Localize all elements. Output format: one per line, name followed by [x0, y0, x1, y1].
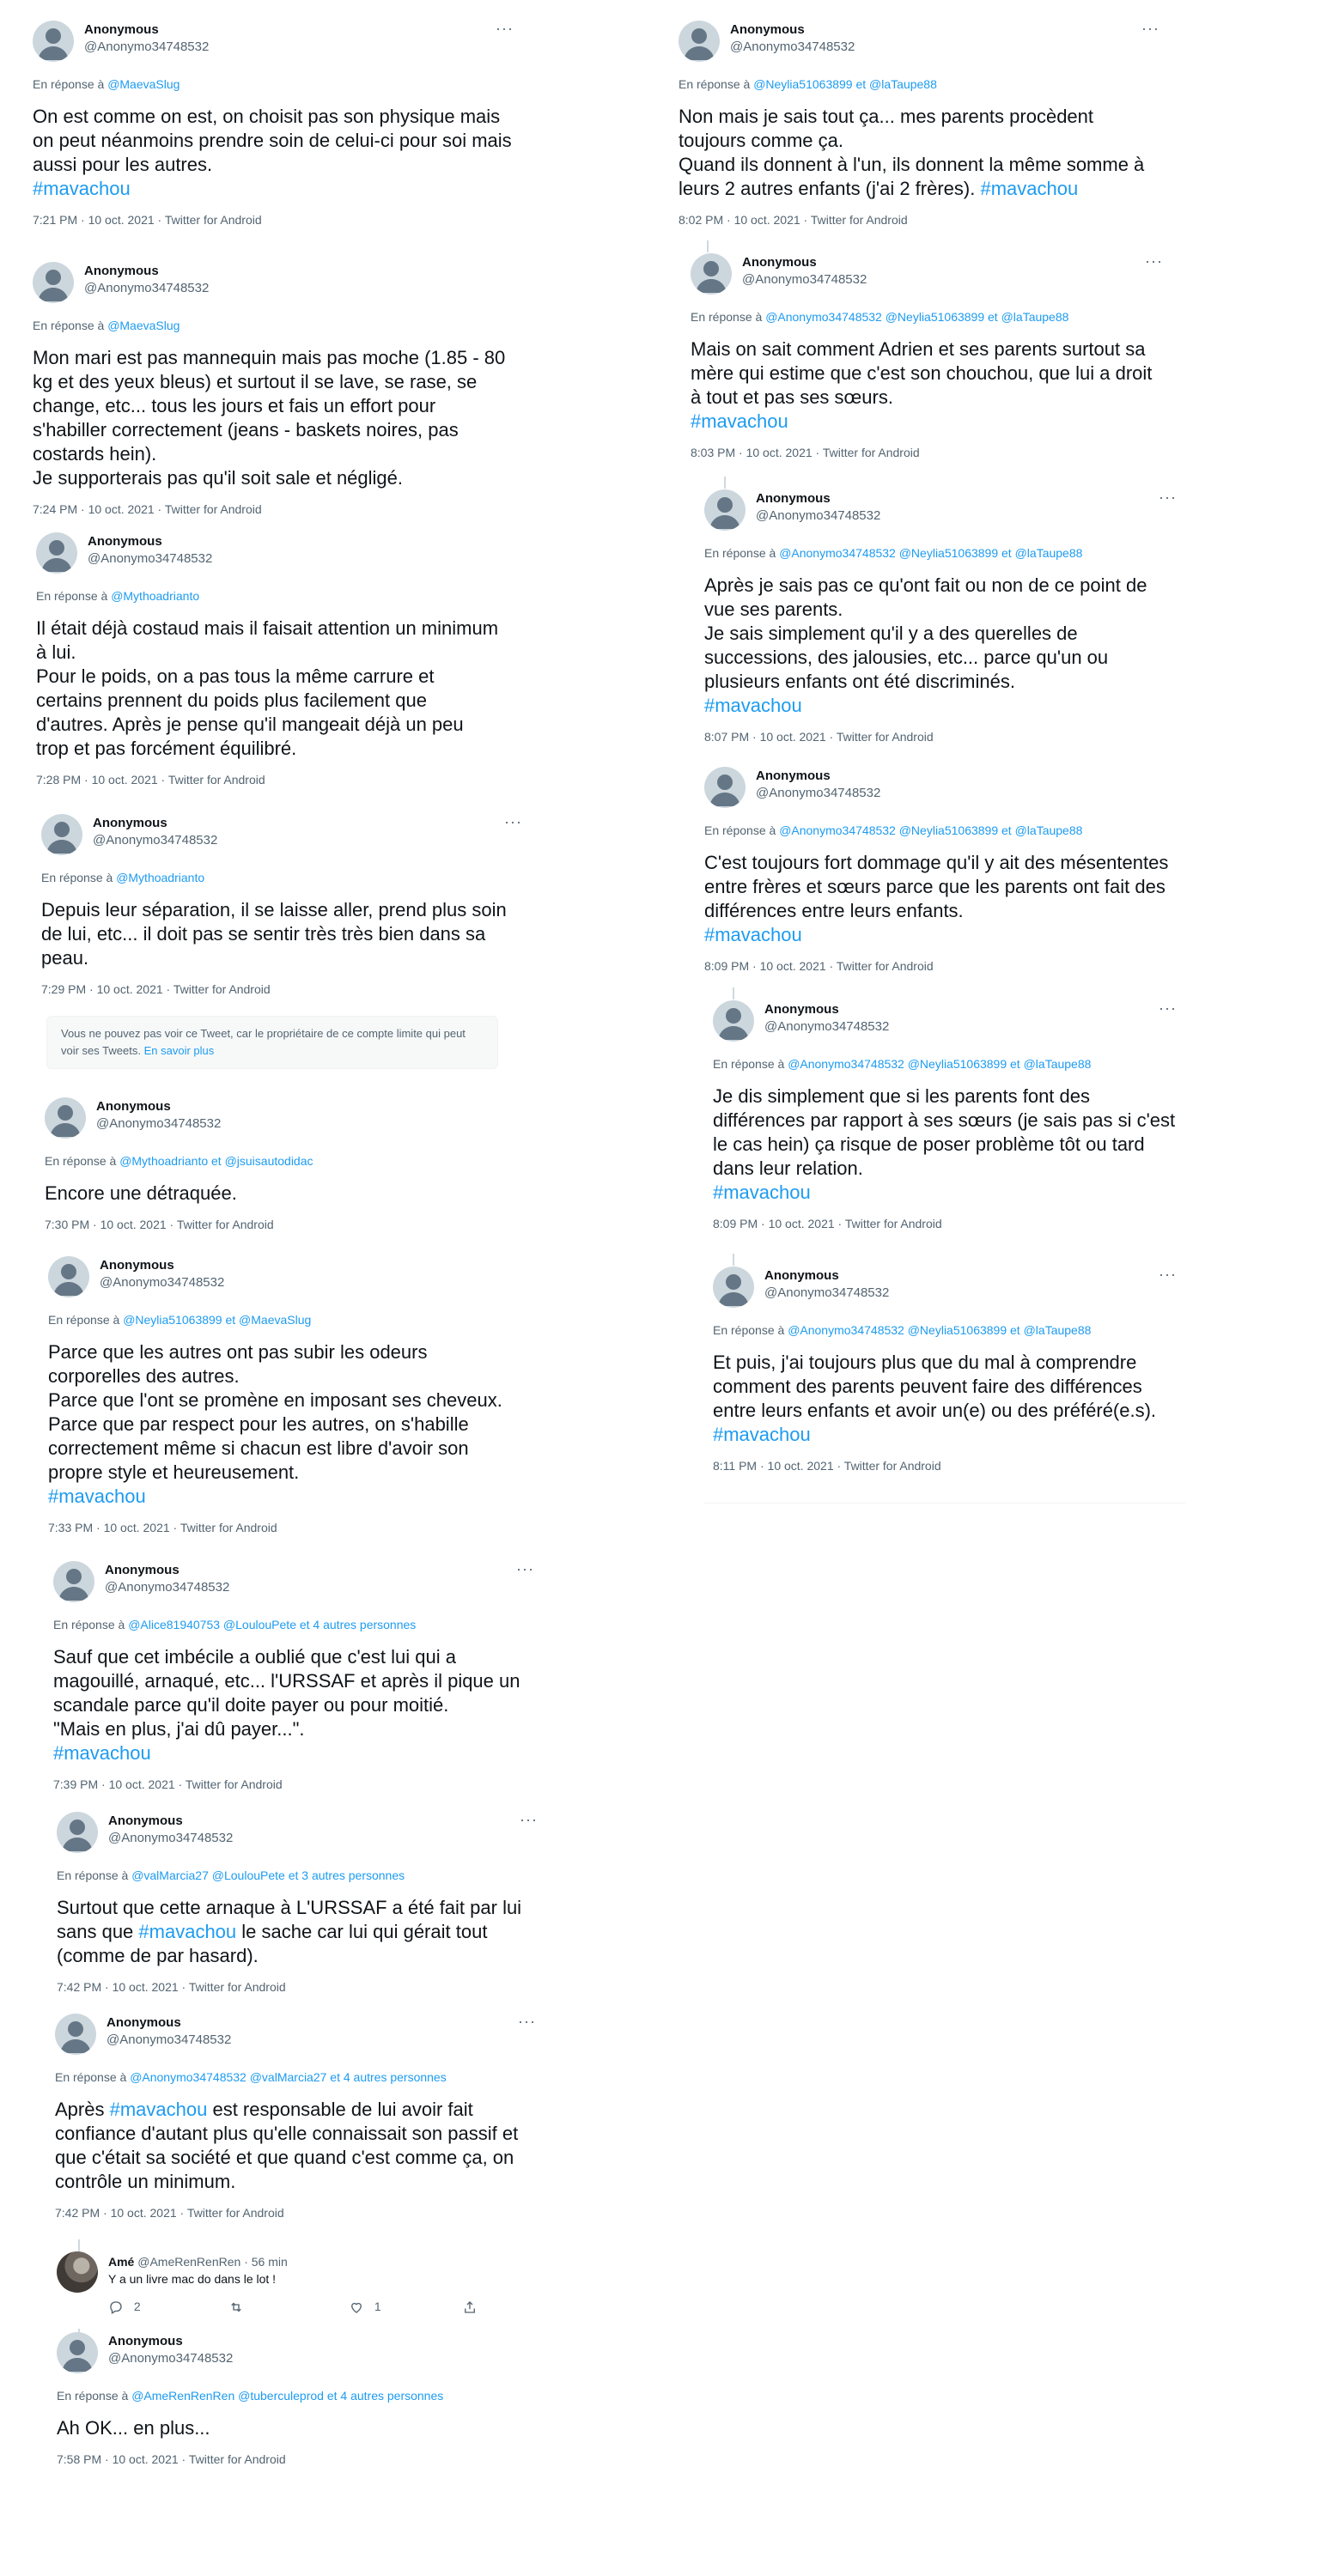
tweet[interactable]: [691, 253, 1163, 459]
tweet[interactable]: [45, 1097, 508, 1231]
like-action[interactable]: [349, 2300, 381, 2315]
share-action[interactable]: [462, 2300, 478, 2318]
tweet-text: Depuis leur séparation, il se laisse aller, prend plus soin de lui, etc... il doit pas se sentir très très bien dans sa peau.: [41, 899, 507, 969]
avatar[interactable]: [33, 262, 74, 303]
hashtag-link[interactable]: #mavachou: [704, 924, 802, 945]
username[interactable]: @Anonymo34748532: [108, 1831, 234, 1845]
like-count: 1: [374, 2300, 381, 2313]
display-name[interactable]: Anonymous: [84, 264, 159, 278]
reply-mentions[interactable]: @Mythoadrianto et @jsuisautodidac: [119, 1154, 313, 1168]
reply-context: En réponse à @AmeRenRenRen @tuberculeprod et 4 autres personnes: [57, 2389, 444, 2403]
reply-mentions[interactable]: @Mythoadrianto: [111, 589, 200, 603]
reply-mentions[interactable]: @Neylia51063899 et @laTaupe88: [753, 77, 937, 91]
retweet-icon: [228, 2300, 244, 2315]
hashtag-link[interactable]: #mavachou: [138, 1921, 237, 1942]
hashtag-link[interactable]: #mavachou: [713, 1424, 811, 1445]
reply-mentions[interactable]: @Anonymo34748532 @valMarcia27 et 4 autres personnes: [130, 2070, 447, 2084]
display-name[interactable]: Anonymous: [756, 491, 831, 506]
tweet-text: On est comme on est, on choisit pas son physique mais on peut néanmoins prendre soin de celui-ci pour soi mais aussi pour les autres. #mavachou: [33, 105, 514, 201]
avatar[interactable]: [36, 532, 77, 574]
username[interactable]: @Anonymo34748532: [105, 1580, 230, 1595]
reply-context: En réponse à @valMarcia27 @LoulouPete et 3 autres personnes: [57, 1868, 405, 1882]
tweet-text: Je dis simplement que si les parents font des différences par rapport à ses sœurs (je sais pas si c'est le cas hein) ça risque de poser problème tôt ou tard dans leur relation. #mavachou: [713, 1085, 1176, 1203]
more-icon[interactable]: ···: [1145, 252, 1163, 270]
more-icon[interactable]: ···: [1159, 1266, 1177, 1283]
more-icon[interactable]: ···: [1159, 999, 1177, 1017]
reply-context: En réponse à @Neylia51063899 et @MaevaSlug: [48, 1313, 312, 1327]
more-icon[interactable]: ···: [518, 2013, 536, 2030]
tweet-timestamp[interactable]: 8:11 PM · 10 oct. 2021 · Twitter for Android: [713, 1459, 941, 1473]
thread-connector: [78, 2239, 80, 2251]
tweet[interactable]: [55, 2014, 536, 2220]
hashtag-link[interactable]: #mavachou: [980, 178, 1079, 199]
reply-context: En réponse à @Anonymo34748532 @Neylia51063899 et @laTaupe88: [704, 823, 1083, 837]
tweet-age: · 56 min: [244, 2255, 288, 2269]
tweet-text: Il était déjà costaud mais il faisait attention un minimum à lui. Pour le poids, on a pas tous la même carrure et certains prennent du poids plus facilement que d'autres. Après je pense qu'il mangeait déjà un peu trop et pas forcément équilibré.: [36, 617, 499, 759]
reply-mentions[interactable]: @Anonymo34748532 @Neylia51063899 et @laTaupe88: [779, 546, 1083, 560]
tweet[interactable]: [679, 21, 1159, 227]
username[interactable]: @Anonymo34748532: [88, 551, 213, 566]
tweet-timestamp[interactable]: 8:09 PM · 10 oct. 2021 · Twitter for Android: [704, 959, 934, 973]
reply-mentions[interactable]: @Neylia51063899 et @MaevaSlug: [123, 1313, 312, 1327]
reply-icon: [108, 2300, 124, 2315]
avatar[interactable]: [713, 1267, 754, 1308]
display-name[interactable]: Anonymous: [107, 2015, 181, 2030]
display-name[interactable]: Anonymous: [96, 1099, 171, 1114]
tweet-timestamp[interactable]: 8:09 PM · 10 oct. 2021 · Twitter for Android: [713, 1217, 942, 1230]
tweet-text: Non mais je sais tout ça... mes parents procèdent toujours comme ça. Quand ils donnent à l'un, ils donnent la même somme à leurs 2 autres enfants (j'ai 2 frères). #mavachou: [679, 106, 1145, 199]
tweet-timestamp[interactable]: 7:30 PM · 10 oct. 2021 · Twitter for Android: [45, 1218, 274, 1231]
thread-connector: [724, 477, 726, 489]
hashtag-link[interactable]: #mavachou: [691, 410, 788, 432]
retweet-action[interactable]: [228, 2300, 244, 2318]
reply-context: En réponse à @Anonymo34748532 @Neylia51063899 et @laTaupe88: [691, 310, 1069, 324]
divider: [704, 1503, 1185, 1504]
display-name[interactable]: Anonymous: [88, 534, 162, 549]
tweet[interactable]: [713, 1267, 1177, 1473]
display-name[interactable]: Anonymous: [108, 1814, 183, 1828]
reply-mentions[interactable]: @MaevaSlug: [107, 77, 180, 91]
username[interactable]: @Anonymo34748532: [756, 508, 881, 523]
reply-mentions[interactable]: @valMarcia27 @LoulouPete et 3 autres personnes: [131, 1868, 405, 1882]
display-name[interactable]: Anonymous: [764, 1268, 839, 1283]
reply-context: En réponse à @Neylia51063899 et @laTaupe88: [679, 77, 937, 91]
avatar[interactable]: [33, 21, 74, 62]
tweet-text: Après #mavachou est responsable de lui avoir fait confiance d'autant plus qu'elle connaissait son passif et que c'était sa société et que quand c'est comme ça, on contrôle un minimum.: [55, 2099, 519, 2192]
tweet[interactable]: [57, 1812, 538, 1994]
tweet-text: C'est toujours fort dommage qu'il y ait des mésententes entre frères et sœurs parce que les parents ont fait des différences entre leurs enfants. #mavachou: [704, 851, 1177, 947]
reply-context: En réponse à @MaevaSlug: [33, 319, 180, 332]
avatar[interactable]: [41, 814, 82, 855]
tweet-timestamp[interactable]: 7:42 PM · 10 oct. 2021 · Twitter for Android: [55, 2206, 284, 2220]
action-bar: [108, 2300, 486, 2320]
display-name[interactable]: Amé: [108, 2255, 135, 2269]
display-name[interactable]: Anonymous: [742, 255, 817, 270]
share-icon: [462, 2300, 478, 2315]
tweet-text: Après je sais pas ce qu'ont fait ou non de ce point de vue ses parents. Je sais simplement qu'il y a des querelles de successions, des jalousies, etc... parce qu'un ou plusieurs enfants ont été discriminés. #mavachou: [704, 574, 1177, 718]
username[interactable]: @Anonymo34748532: [764, 1019, 890, 1034]
tweet-timestamp[interactable]: 7:28 PM · 10 oct. 2021 · Twitter for Android: [36, 773, 265, 787]
display-name[interactable]: Anonymous: [764, 1002, 839, 1017]
more-icon[interactable]: ···: [1159, 489, 1177, 506]
reply-context: En réponse à @Mythoadrianto: [36, 589, 200, 603]
tweet-text: Encore une détraquée.: [45, 1182, 237, 1204]
reply-context: En réponse à @Anonymo34748532 @valMarcia27 et 4 autres personnes: [55, 2070, 447, 2084]
hashtag-link[interactable]: #mavachou: [48, 1485, 146, 1507]
heart-icon: [349, 2300, 364, 2315]
username[interactable]: @Anonymo34748532: [742, 272, 867, 287]
external-reply-tweet[interactable]: [57, 2251, 486, 2329]
reply-context: En réponse à @MaevaSlug: [33, 77, 180, 91]
thread-connector: [733, 1254, 734, 1266]
hashtag-link[interactable]: #mavachou: [713, 1182, 811, 1203]
more-icon[interactable]: ···: [520, 1811, 538, 1828]
tweet[interactable]: [33, 21, 514, 227]
username[interactable]: @Anonymo34748532: [100, 1275, 225, 1290]
tweet-timestamp[interactable]: 7:58 PM · 10 oct. 2021 · Twitter for Android: [57, 2452, 286, 2466]
tweet-timestamp[interactable]: 8:07 PM · 10 oct. 2021 · Twitter for Android: [704, 730, 934, 744]
reply-action[interactable]: [108, 2300, 141, 2315]
reply-mentions[interactable]: @Alice81940753 @LoulouPete et 4 autres personnes: [128, 1618, 417, 1631]
hashtag-link[interactable]: #mavachou: [704, 695, 802, 716]
tweet[interactable]: [36, 532, 500, 787]
avatar[interactable]: [704, 767, 746, 808]
avatar[interactable]: [57, 1812, 98, 1853]
reply-mentions[interactable]: @Anonymo34748532 @Neylia51063899 et @laTaupe88: [765, 310, 1069, 324]
reply-mentions[interactable]: @Anonymo34748532 @Neylia51063899 et @laTaupe88: [788, 1323, 1092, 1337]
thread-connector: [707, 240, 709, 252]
more-icon[interactable]: ···: [496, 20, 514, 37]
reply-context: En réponse à @Anonymo34748532 @Neylia51063899 et @laTaupe88: [704, 546, 1083, 560]
hashtag-link[interactable]: #mavachou: [53, 1742, 151, 1764]
reply-context: En réponse à @Alice81940753 @LoulouPete et 4 autres personnes: [53, 1618, 417, 1631]
avatar[interactable]: [53, 1561, 94, 1602]
tweet[interactable]: [713, 1000, 1177, 1230]
tweet-timestamp[interactable]: 7:24 PM · 10 oct. 2021 · Twitter for Android: [33, 502, 262, 516]
tweet-timestamp[interactable]: 7:42 PM · 10 oct. 2021 · Twitter for Android: [57, 1980, 286, 1994]
tweet[interactable]: [57, 2332, 538, 2466]
username[interactable]: @Anonymo34748532: [96, 1116, 222, 1131]
tweet-timestamp[interactable]: 7:33 PM · 10 oct. 2021 · Twitter for Android: [48, 1521, 277, 1534]
display-name[interactable]: Anonymous: [93, 816, 167, 830]
hashtag-link[interactable]: #mavachou: [109, 2099, 208, 2120]
username[interactable]: @Anonymo34748532: [84, 281, 210, 295]
tweet-timestamp[interactable]: 8:03 PM · 10 oct. 2021 · Twitter for Android: [691, 446, 920, 459]
username[interactable]: @Anonymo34748532: [108, 2351, 234, 2366]
username[interactable]: @AmeRenRenRen: [137, 2255, 241, 2269]
reply-count: 2: [133, 2300, 141, 2313]
username[interactable]: @Anonymo34748532: [756, 786, 881, 800]
reply-mentions[interactable]: @Anonymo34748532 @Neylia51063899 et @laTaupe88: [788, 1057, 1092, 1071]
restricted-tweet-notice: Vous ne pouvez pas voir ce Tweet, car le propriétaire de ce compte limite qui peut voir ses Tweets. En savoir plus: [46, 1016, 498, 1069]
tweet-timestamp[interactable]: 8:02 PM · 10 oct. 2021 · Twitter for Android: [679, 213, 908, 227]
hashtag-link[interactable]: #mavachou: [33, 178, 131, 199]
thread-connector: [733, 987, 734, 999]
tweet-timestamp[interactable]: 7:29 PM · 10 oct. 2021 · Twitter for Android: [41, 982, 271, 996]
tweet-text: Surtout que cette arnaque à L'URSSAF a été fait par lui sans que #mavachou le sache car lui qui gérait tout (comme de par hasard).: [57, 1897, 522, 1966]
tweet[interactable]: [33, 262, 514, 516]
tweet[interactable]: [704, 489, 1177, 744]
avatar[interactable]: [55, 2014, 96, 2055]
more-icon[interactable]: ···: [1141, 20, 1159, 37]
more-icon[interactable]: ···: [504, 813, 522, 830]
tweet-text: Et puis, j'ai toujours plus que du mal à comprendre comment des parents peuvent faire des différences entre leurs enfants et avoir un(e) ou des préféré(e.s). #mavachou: [713, 1351, 1177, 1447]
display-name[interactable]: Anonymous: [730, 22, 805, 37]
reply-mentions[interactable]: @Mythoadrianto: [116, 871, 205, 884]
reply-mentions[interactable]: @Anonymo34748532 @Neylia51063899 et @laTaupe88: [779, 823, 1083, 837]
learn-more-link[interactable]: En savoir plus: [143, 1044, 215, 1057]
avatar[interactable]: [704, 489, 746, 531]
username[interactable]: @Anonymo34748532: [84, 39, 210, 54]
reply-context: En réponse à @Anonymo34748532 @Neylia51063899 et @laTaupe88: [713, 1057, 1092, 1071]
reply-context: En réponse à @Mythoadrianto: [41, 871, 205, 884]
avatar[interactable]: [48, 1256, 89, 1297]
display-name[interactable]: Anonymous: [756, 769, 831, 783]
display-name[interactable]: Anonymous: [108, 2334, 183, 2348]
avatar[interactable]: [57, 2251, 98, 2293]
tweet-timestamp[interactable]: 7:21 PM · 10 oct. 2021 · Twitter for Android: [33, 213, 262, 227]
reply-mentions[interactable]: @AmeRenRenRen @tuberculeprod et 4 autres personnes: [131, 2389, 444, 2403]
username[interactable]: @Anonymo34748532: [93, 833, 218, 848]
tweet-text: Ah OK... en plus...: [57, 2417, 210, 2439]
tweet-text: Parce que les autres ont pas subir les odeurs corporelles des autres. Parce que l'ont se promène en imposant ses cheveux. Parce que par respect pour les autres, on s'habille correctement même si chacun est libre d'avoir son propre style et heureusement. #mavachou: [48, 1340, 520, 1509]
avatar[interactable]: [57, 2332, 98, 2373]
tweet[interactable]: [704, 767, 1177, 973]
avatar[interactable]: [679, 21, 720, 62]
username[interactable]: @Anonymo34748532: [730, 39, 855, 54]
more-icon[interactable]: ···: [516, 1560, 534, 1577]
tweet[interactable]: [53, 1561, 534, 1791]
tweet-text: Mon mari est pas mannequin mais pas moche (1.85 - 80 kg et des yeux bleus) et surtout il se lave, se rase, se change, etc... tous les jours et fais un effort pour s'habiller correctement (jeans - baskets noires, pas costards hein). Je supporterais pas qu'il soit sale et négligé.: [33, 347, 506, 489]
username[interactable]: @Anonymo34748532: [764, 1285, 890, 1300]
display-name[interactable]: Anonymous: [105, 1563, 180, 1577]
reply-context: En réponse à @Anonymo34748532 @Neylia51063899 et @laTaupe88: [713, 1323, 1092, 1337]
display-name[interactable]: Anonymous: [84, 22, 159, 37]
reply-context: En réponse à @Mythoadrianto et @jsuisautodidac: [45, 1154, 313, 1168]
avatar[interactable]: [691, 253, 732, 295]
display-name[interactable]: Anonymous: [100, 1258, 174, 1273]
tweet-text: Y a un livre mac do dans le lot !: [108, 2272, 277, 2286]
avatar[interactable]: [713, 1000, 754, 1042]
tweet[interactable]: [41, 814, 522, 996]
username[interactable]: @Anonymo34748532: [107, 2032, 232, 2047]
tweet-text: Mais on sait comment Adrien et ses parents surtout sa mère qui estime que c'est son chouchou, que lui a droit à tout et pas ses sœurs. #mavachou: [691, 337, 1163, 434]
tweet-text: Sauf que cet imbécile a oublié que c'est lui qui a magouillé, arnaqué, etc... l'URSSAF et après il pique un scandale parce qu'il doite payer ou pour moitié. "Mais en plus, j'ai dû payer...". #mavachou: [53, 1645, 534, 1765]
tweet-timestamp[interactable]: 7:39 PM · 10 oct. 2021 · Twitter for Android: [53, 1777, 283, 1791]
avatar[interactable]: [45, 1097, 86, 1139]
reply-mentions[interactable]: @MaevaSlug: [107, 319, 180, 332]
tweet[interactable]: [48, 1256, 520, 1534]
